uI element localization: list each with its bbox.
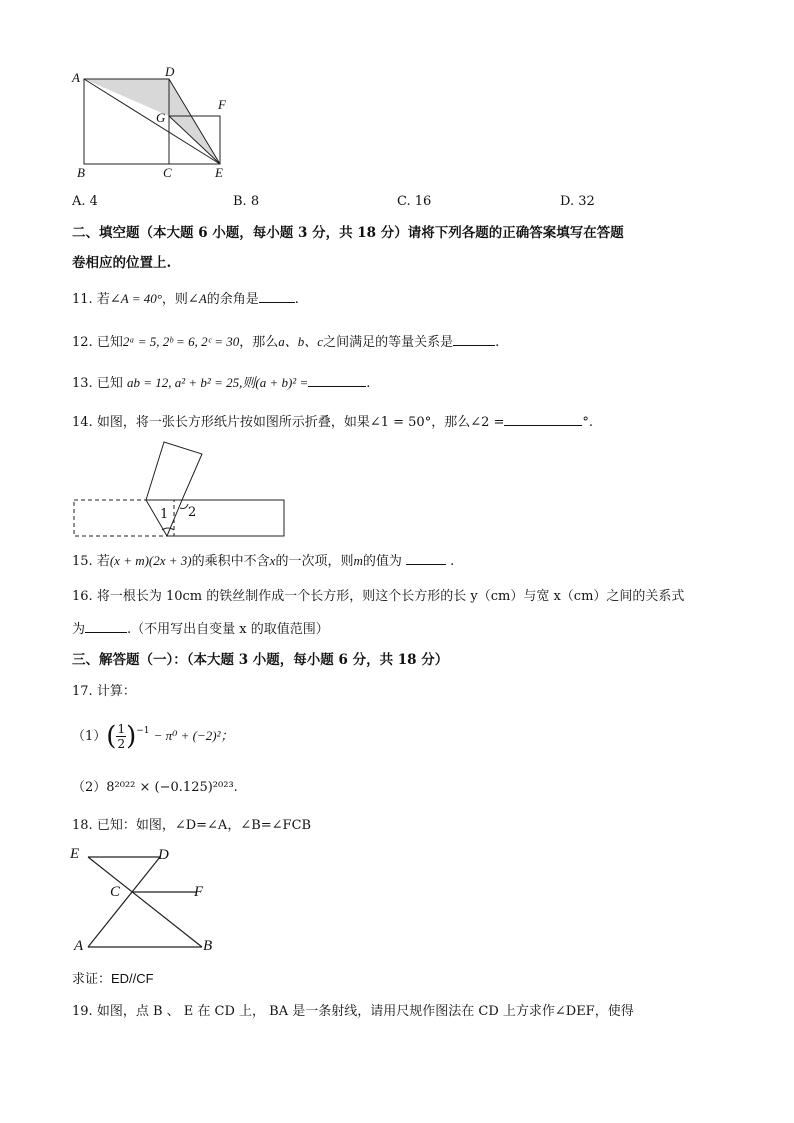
q17-p1-rest: − π⁰ + (−2)²； [153, 728, 234, 743]
q17-p1-exponent: −1 [136, 726, 150, 736]
label-c: C [163, 165, 172, 180]
q13-number: 13. [72, 376, 93, 391]
q11-mid: ，则∠ [161, 292, 199, 307]
question-12 [72, 333, 499, 352]
q17-number: 17. [72, 684, 93, 699]
fig18-label-e: E [70, 846, 80, 862]
q16-answer-blank[interactable] [85, 620, 127, 633]
fig18-label-c: C [110, 884, 121, 900]
question-15 [72, 552, 454, 571]
q11-post: 的余角是 [206, 292, 259, 307]
label-g: G [156, 110, 166, 125]
q15-number: 15. [72, 554, 93, 569]
question-13 [72, 374, 370, 393]
q14-end: °. [582, 415, 594, 430]
section-2-heading-line2: 卷相应的位置上. [72, 255, 172, 271]
segment-eb [88, 857, 202, 947]
q14-number: 14. [72, 415, 93, 430]
q16-line2-pre: 为 [72, 622, 86, 637]
label-b: B [77, 165, 85, 180]
label-d: D [165, 64, 175, 79]
paren-right: ) [126, 721, 137, 752]
label-e: E [215, 165, 223, 180]
q12-number: 12. [72, 335, 93, 350]
q16-line1: 将一根长为 10cm 的铁丝制作成一个长方形，则这个长方形的长 y（cm）与宽 x（cm）之间的关系式 [96, 589, 685, 604]
dashed-original-strip [74, 500, 174, 536]
q12-pre: 已知 [96, 335, 123, 350]
q13-expr: ab = 12, a² + b² = 25,则 [126, 375, 256, 390]
q15-var2: m [353, 553, 363, 568]
folded-flap [146, 442, 202, 500]
figure-q18 [70, 846, 220, 956]
q17-part-2 [72, 779, 238, 797]
question-18 [72, 817, 311, 835]
q11-number: 11. [72, 292, 93, 307]
angle-2-label: 2 [188, 505, 197, 520]
q18-text: 已知：如图，∠D=∠A，∠B=∠FCB [96, 818, 312, 833]
q17-p1-num: （1） [72, 729, 107, 744]
q11-pre: 若 [96, 292, 110, 307]
question-19 [72, 1003, 634, 1021]
q19-number: 19. [72, 1004, 93, 1019]
q16-number: 16. [72, 589, 93, 604]
q14-answer-blank[interactable] [504, 413, 582, 426]
option-d: D. 32 [560, 194, 595, 209]
q13-pre: 已知 [96, 376, 123, 391]
q13-expr2: (a + b)² = [255, 375, 309, 390]
q17-part-1 [72, 716, 234, 757]
q18-proof-statement: 求证：ED//CF [72, 971, 154, 986]
option-b: B. 8 [233, 194, 260, 209]
q13-answer-blank[interactable] [308, 374, 366, 387]
angle-1-label: 1 [160, 507, 169, 522]
q13-end: . [366, 376, 371, 391]
q15-mid: 的乘积中不含 [191, 554, 270, 569]
q16-line2-post: .（不用写出自变量 x 的取值范围） [127, 622, 329, 637]
figure-q14 [70, 438, 290, 542]
q11-angle-expr: ∠A = 40° [109, 291, 162, 306]
fig18-label-b: B [203, 938, 213, 954]
question-16-line1 [72, 588, 684, 606]
section-2-heading-line1: 二、填空题（本大题 6 小题，每小题 3 分，共 18 分）请将下列各题的正确答案填写在答题 [72, 225, 624, 241]
paren-left: ( [106, 721, 117, 752]
question-11 [72, 290, 299, 309]
label-f: F [218, 97, 226, 112]
q17-title: 计算： [96, 684, 136, 699]
fig18-label-d: D [158, 847, 169, 863]
q12-end: . [495, 335, 500, 350]
q11-answer-blank[interactable] [259, 290, 295, 303]
q12-expr: 2ᵃ = 5, 2ᵇ = 6, 2ᶜ = 30 [122, 334, 240, 349]
q15-pre: 若 [96, 554, 110, 569]
q12-post: 之间满足的等量关系是 [323, 335, 454, 350]
fraction-numerator: 1 [117, 722, 126, 736]
q15-end: . [450, 554, 455, 569]
section-3-heading: 三、解答题（一）：（本大题 3 小题，每小题 6 分，共 18 分） [72, 652, 449, 668]
question-17-title [72, 683, 136, 701]
q17-p2-num: （2） [72, 780, 107, 795]
q18-number: 18. [72, 818, 93, 833]
q12-vars: a、b、c [278, 334, 324, 349]
q15-var: x [269, 553, 276, 568]
q15-expr: (x + m)(2x + 3) [109, 553, 192, 568]
angle-2-arc [180, 504, 188, 509]
option-c: C. 16 [397, 194, 432, 209]
q12-answer-blank[interactable] [453, 333, 495, 346]
question-14 [72, 413, 593, 432]
fig18-label-a: A [74, 938, 84, 954]
label-a: A [72, 70, 80, 85]
q15-answer-blank[interactable] [406, 552, 446, 565]
question-16-line2 [72, 620, 329, 639]
q15-post: 的值为 [362, 554, 402, 569]
q19-text: 如图，点 B 、 E 在 CD 上， BA 是一条射线，请用尺规作图法在 CD 上方求作∠DEF，使得 [96, 1004, 634, 1019]
option-a: A. 4 [72, 194, 98, 209]
q11-end: . [294, 292, 299, 307]
fig18-label-f: F [194, 884, 204, 900]
q11-var: A [198, 291, 207, 306]
segment-da [88, 857, 160, 947]
paper-strip-outline [166, 500, 284, 536]
q12-mid: ，那么 [239, 335, 279, 350]
q15-mid2: 的一次项，则 [275, 554, 354, 569]
fraction-denominator: 2 [117, 737, 126, 751]
q17-p1-fraction [116, 722, 126, 751]
q14-text: 如图，将一张长方形纸片按如图所示折叠，如果∠1 = 50°，那么∠2 = [96, 415, 505, 430]
q17-p2-expr: 8²⁰²² × (−0.125)²⁰²³. [106, 780, 238, 795]
